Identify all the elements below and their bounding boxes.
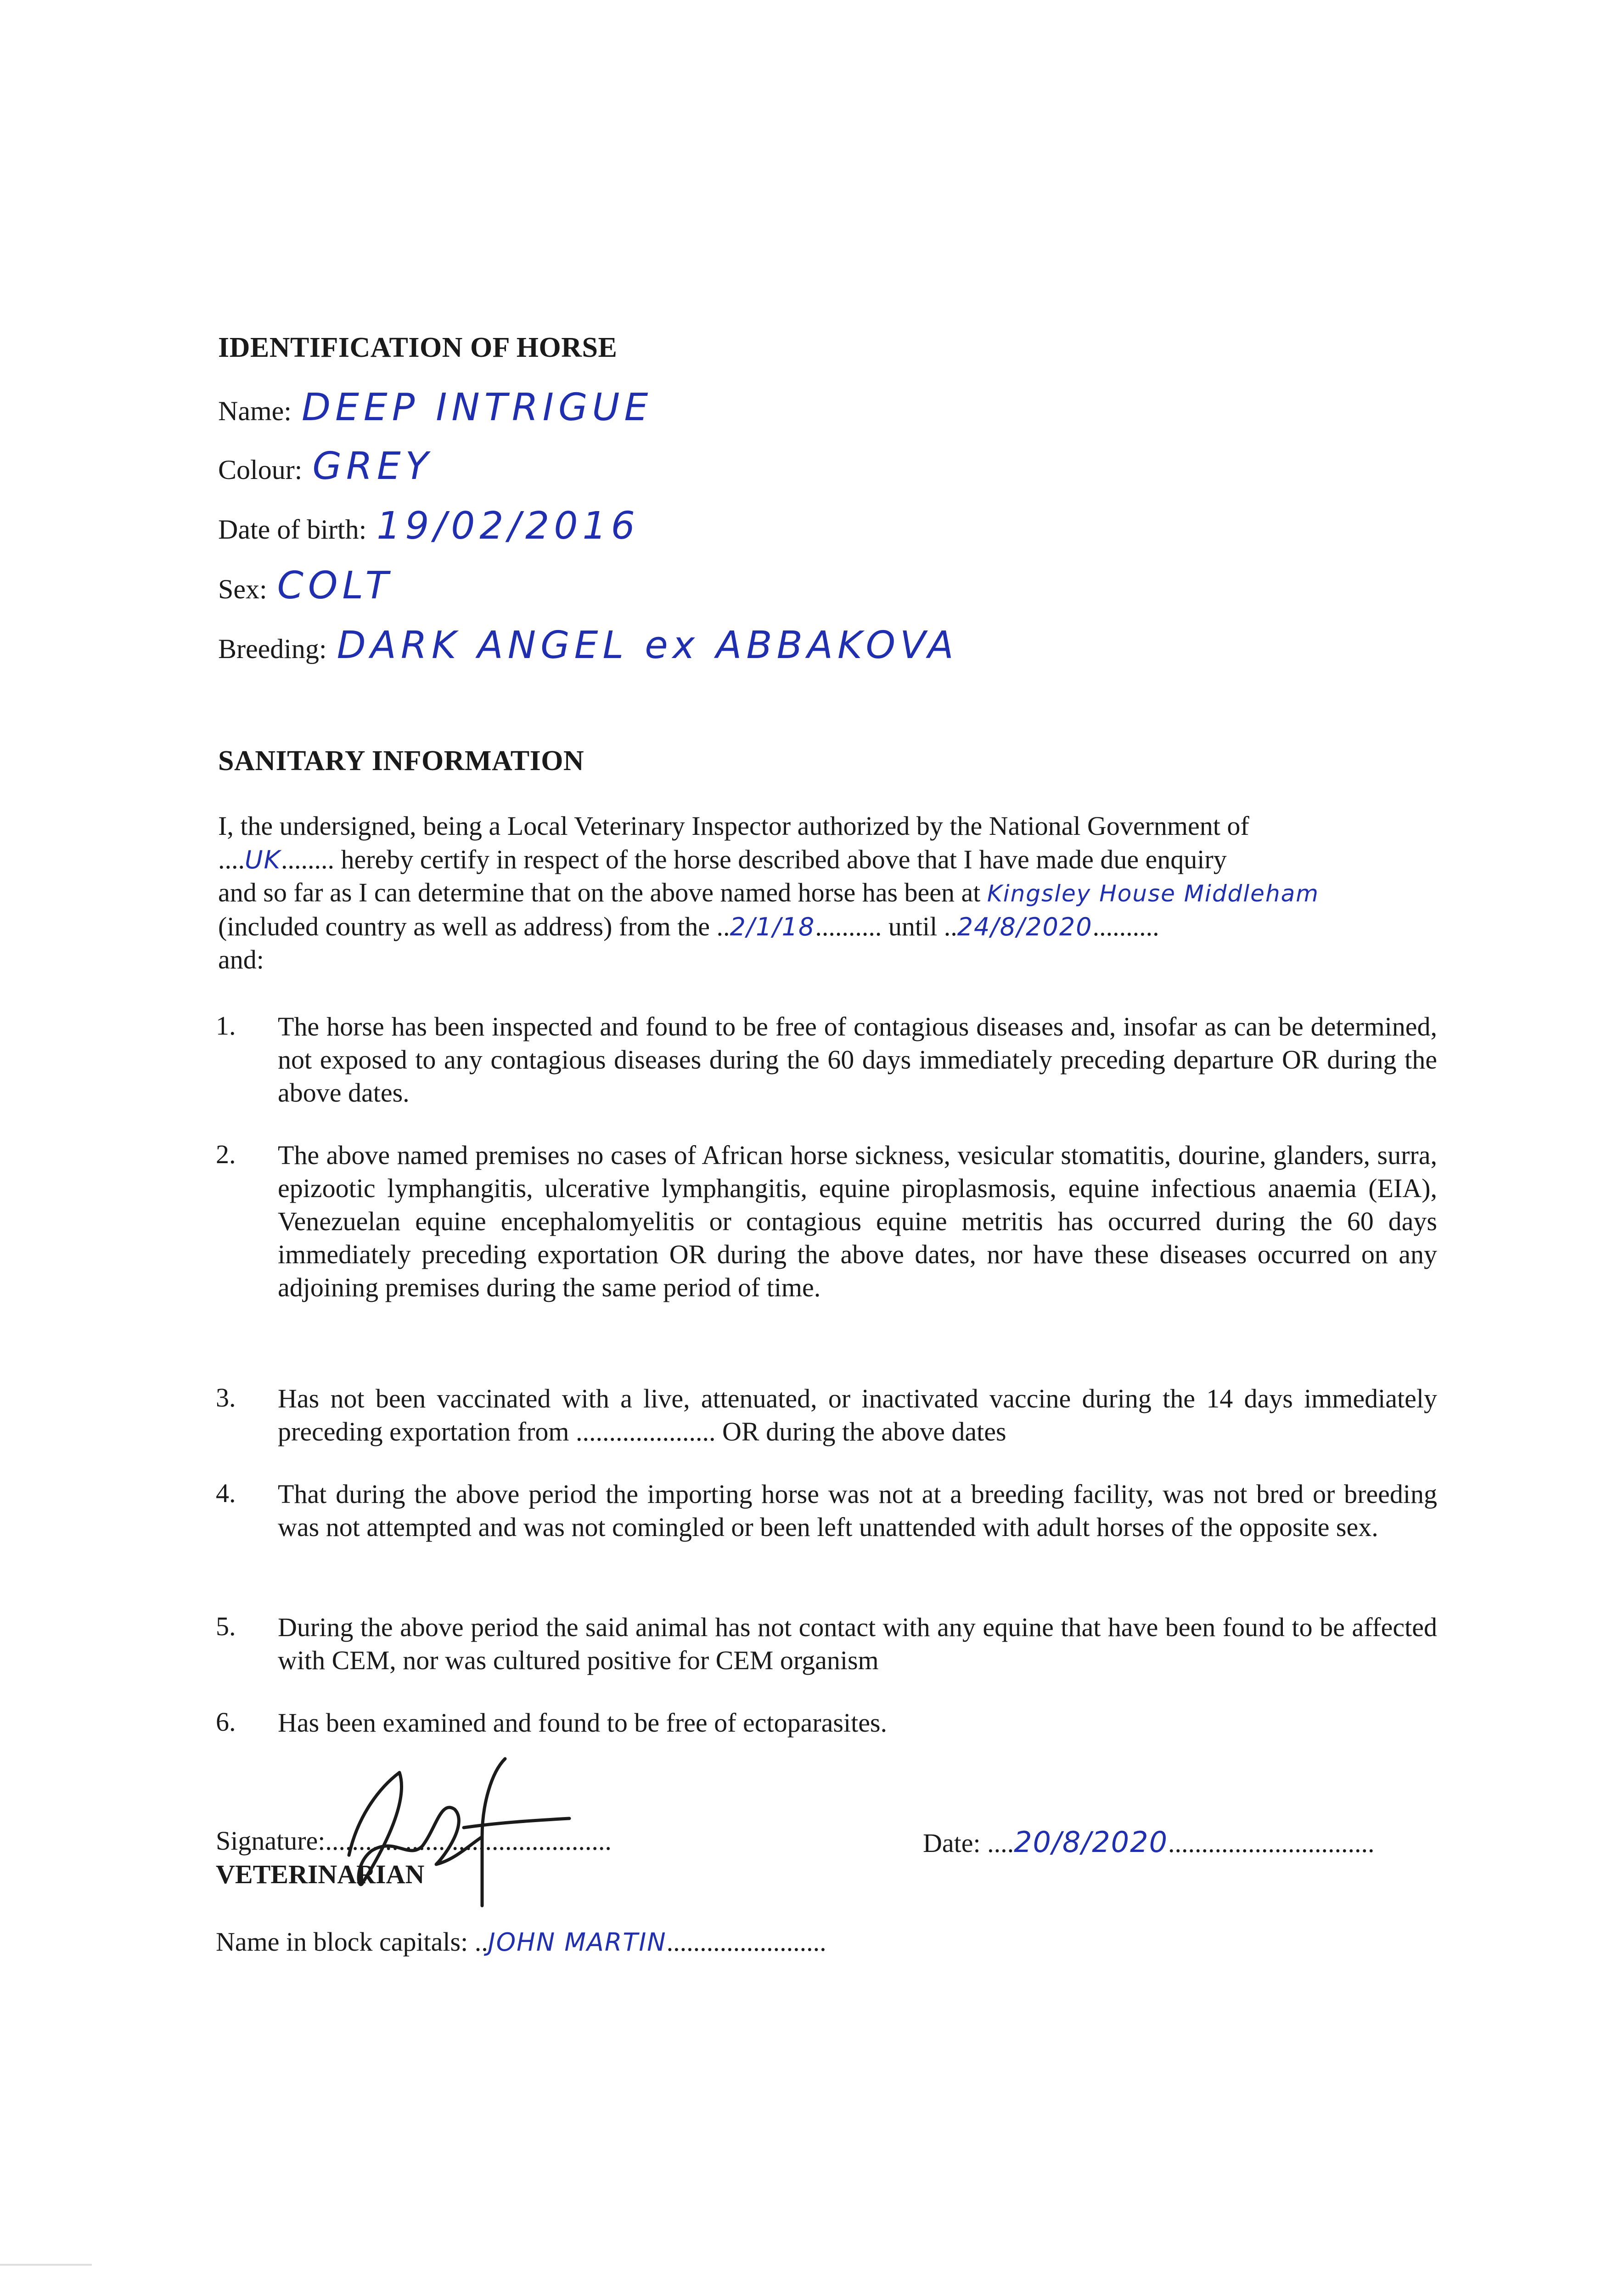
identification-heading: IDENTIFICATION OF HORSE — [218, 332, 618, 363]
item-number: 4. — [216, 1478, 236, 1508]
list-item — [216, 1010, 1437, 1116]
vet-name-value: JOHN MARTIN — [488, 1928, 667, 1957]
dob-value: 19/02/2016 — [376, 504, 640, 548]
intro-line-3-text: and so far as I can determine that on the above named horse has been at — [218, 878, 981, 907]
intro-line-3 — [218, 877, 1319, 908]
colour-value: GREY — [312, 445, 433, 488]
dob-label: Date of birth: — [218, 514, 367, 545]
intro-line-1: I, the undersigned, being a Local Veterinary Inspector authorized by the National Government of — [218, 811, 1249, 841]
item-text: Has been examined and found to be free of ectoparasites. — [278, 1708, 888, 1738]
item-number: 5. — [216, 1611, 236, 1641]
item-number: 2. — [216, 1139, 236, 1169]
item-text: The above named premises no cases of African horse sickness, vesicular stomatitis, dourine, glanders, surra, epizootic lymphangitis, ulcerative lymphangitis, equine piroplasmosis, equine infectious anaemia (EIA), Venezuelan equine encephalomyelitis or contagious equine metritis has occurred during the 60 days immediately preceding exportation OR during the above dates, nor have these diseases occurred on any adjoining premises during the same period of time. — [278, 1140, 1437, 1302]
colour-label: Colour: — [218, 455, 303, 485]
item-text: The horse has been inspected and found to be free of contagious diseases and, insofar as can be determined, not exposed to any contagious diseases during the 60 days immediately preceding departure OR during the above dates. — [278, 1012, 1437, 1108]
intro-line-2 — [218, 844, 1227, 875]
list-item — [216, 1706, 1437, 1748]
name-capitals-label: Name in block capitals: — [216, 1927, 468, 1957]
country-prefix-dots: .... — [218, 844, 245, 874]
date-value: 20/8/2020 — [1014, 1825, 1169, 1859]
list-item — [216, 1478, 1437, 1583]
sex-label: Sex: — [218, 574, 267, 604]
scan-artifact-line — [0, 2264, 92, 2266]
name-prefix-dots: .. — [474, 1927, 488, 1957]
sex-row — [218, 564, 393, 608]
item-number: 3. — [216, 1383, 236, 1412]
horse-name-value: DEEP INTRIGUE — [301, 386, 653, 429]
dob-row — [218, 504, 640, 548]
address-value: Kingsley House Middleham — [987, 880, 1319, 907]
breeding-label: Breeding: — [218, 634, 327, 664]
breeding-value: DARK ANGEL ex ABBAKOVA — [337, 624, 958, 667]
name-suffix-dots: ........................ — [666, 1927, 826, 1957]
veterinarian-label: VETERINARIAN — [216, 1859, 425, 1889]
item-number: 6. — [216, 1707, 236, 1737]
name-row — [218, 386, 652, 429]
until-label: .......... until .. — [815, 912, 957, 941]
sex-value: COLT — [277, 564, 393, 608]
sanitary-heading: SANITARY INFORMATION — [218, 745, 584, 777]
colour-row — [218, 445, 433, 488]
date-suffix-dots: ............................... — [1168, 1828, 1375, 1858]
tail-dots: .......... — [1092, 912, 1159, 941]
signature-dots: ........................................... — [325, 1826, 612, 1856]
date-prefix-dots: .... — [987, 1828, 1014, 1858]
signature-label: Signature: — [216, 1826, 326, 1856]
breeding-row — [218, 624, 958, 667]
country-value: UK — [245, 845, 281, 874]
intro-line-4-text: (included country as well as address) from the .. — [218, 912, 730, 941]
item-number: 1. — [216, 1011, 236, 1041]
intro-line-2-text: ........ hereby certify in respect of the horse described above that I have made due enquiry — [281, 844, 1227, 874]
item-text: During the above period the said animal has not contact with any equine that have been found to be affected with CEM, nor was cultured positive for CEM organism — [278, 1612, 1437, 1675]
intro-line-4 — [218, 911, 1159, 942]
date-label: Date: — [923, 1828, 981, 1858]
name-label: Name: — [218, 396, 292, 426]
list-item — [216, 1382, 1437, 1456]
name-capitals-row — [216, 1926, 826, 1957]
item-text: That during the above period the importing horse was not at a breeding facility, was not bred or breeding was not attempted and was not comingled or been left unattended with adult horses of the opposite sex. — [278, 1479, 1437, 1542]
date-row — [923, 1825, 1375, 1859]
item-text: Has not been vaccinated with a live, attenuated, or inactivated vaccine during the 14 days immediately preceding exportation from ..................... OR during the above dates — [278, 1384, 1437, 1446]
until-date-value: 24/8/2020 — [957, 912, 1093, 941]
list-item — [216, 1611, 1437, 1684]
list-item — [216, 1139, 1437, 1350]
from-date-value: 2/1/18 — [730, 912, 815, 941]
intro-line-5: and: — [218, 945, 264, 974]
